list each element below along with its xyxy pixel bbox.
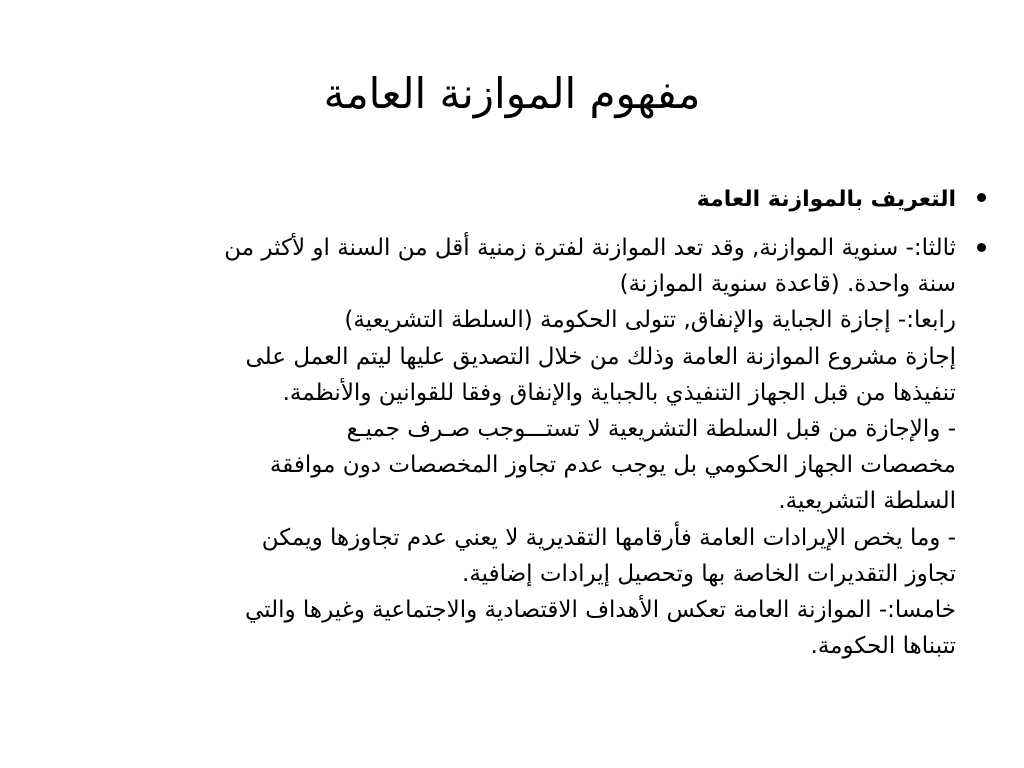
paragraph-line: - وما يخص الإيرادات العامة فأرقامها التقديرية لا يعني عدم تجاوزها ويمكن <box>261 524 956 551</box>
paragraph-line: مخصصات الجهاز الحكومي بل يوجب عدم تجاوز المخصصات دون موافقة <box>269 452 956 479</box>
bullet-point-icon <box>977 193 986 202</box>
principles-paragraph <box>16 230 956 664</box>
bullet-point-icon <box>977 243 986 252</box>
bullet-list <box>16 180 996 674</box>
paragraph-line: سنة واحدة. (قاعدة سنوية الموازنة) <box>619 271 956 298</box>
paragraph-line: السلطة التشريعية. <box>778 488 956 515</box>
paragraph-line: إجازة مشروع الموازنة العامة وذلك من خلال التصديق عليها ليتم العمل على <box>245 343 956 370</box>
paragraph-line: رابعا:- إجازة الجباية والإنفاق, تتولى الحكومة (السلطة التشريعية) <box>344 307 956 334</box>
paragraph-line: - والإجازة من قبل السلطة التشريعية لا تستـــوجب صـرف جميـع <box>346 416 956 443</box>
paragraph-line: تجاوز التقديرات الخاصة بها وتحصيل إيرادات إضافية. <box>462 560 956 587</box>
definition-heading: التعريف بالموازنة العامة <box>696 187 956 212</box>
paragraph-line: ثالثا:- سنوية الموازنة, وقد تعد الموازنة لفترة زمنية أقل من السنة او لأكثر من <box>224 235 956 261</box>
bullet-item-principles <box>16 230 996 664</box>
slide-title: مفهوم الموازنة العامة <box>323 69 701 118</box>
paragraph-line: تتبناها الحكومة. <box>810 633 956 660</box>
paragraph-line: خامسا:- الموازنة العامة تعكس الأهداف الاقتصادية والاجتماعية وغيرها والتي <box>245 597 956 624</box>
paragraph-line: تنفيذها من قبل الجهاز التنفيذي بالجباية والإنفاق وفقا للقوانين والأنظمة. <box>282 379 956 406</box>
bullet-item-definition <box>16 180 996 220</box>
